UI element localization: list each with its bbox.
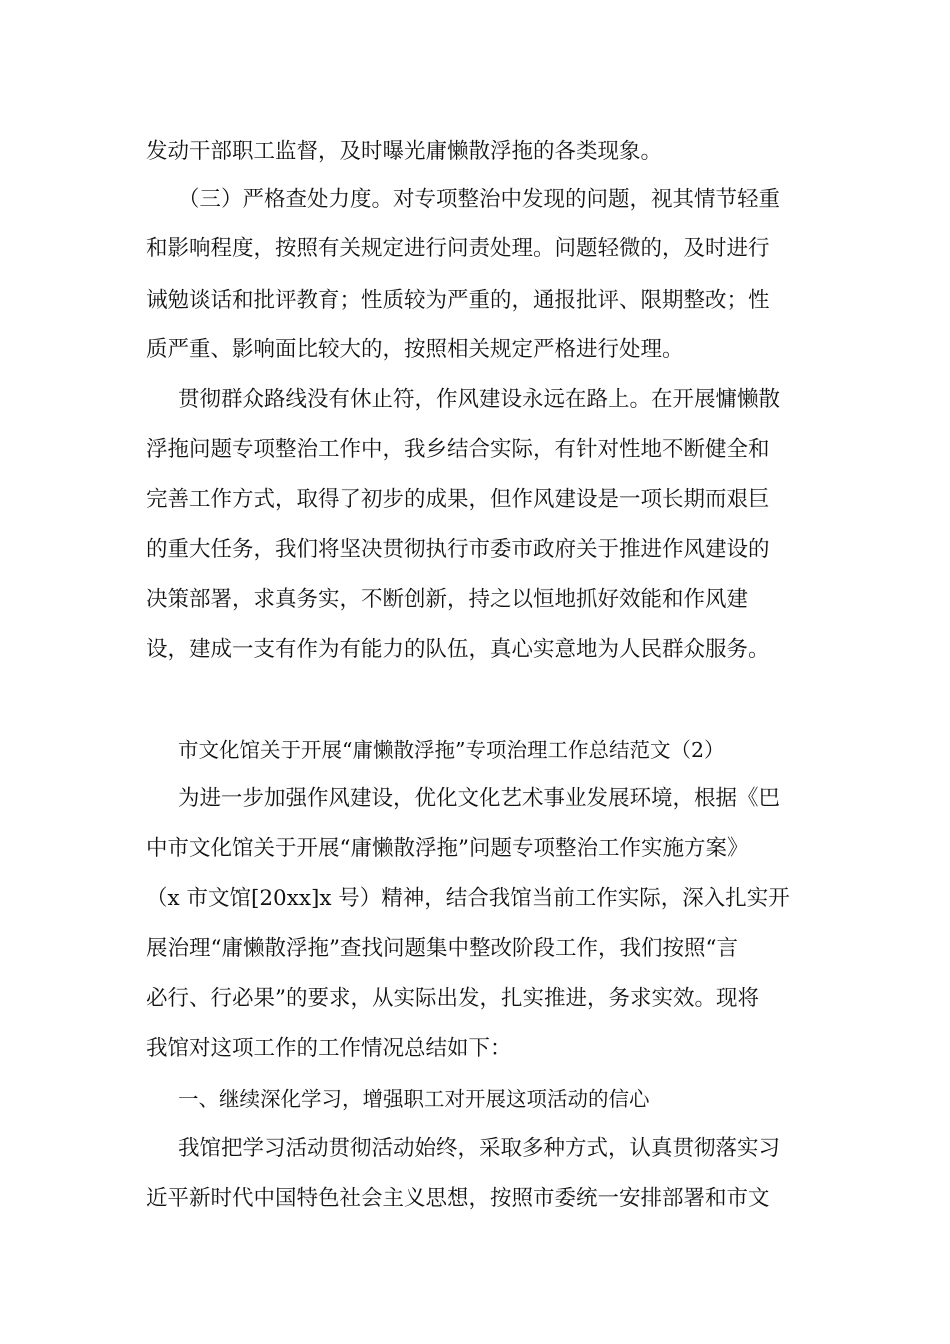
body-text-line <box>0 1179 950 1219</box>
body-text-line <box>0 779 950 819</box>
text-line-15: （x 市文馆[20xx]x 号）精神，结合我馆当前工作实际，深入扎实开 <box>146 886 790 911</box>
text-line-4: 诫勉谈话和批评教育；性质较为严重的，通报批评、限期整改；性 <box>146 288 770 313</box>
body-text-line <box>0 979 950 1019</box>
body-text-line <box>0 580 950 620</box>
body-text-line <box>0 530 950 570</box>
subheading: 一、继续深化学习，增强职工对开展这项活动的信心 <box>178 1087 650 1111</box>
body-text-line <box>0 180 950 220</box>
text-line-5: 质严重、影响面比较大的，按照相关规定严格进行处理。 <box>146 337 684 362</box>
text-line-14: 中市文化馆关于开展“庸懒散浮拖”问题专项整治工作实施方案》 <box>146 836 749 861</box>
body-text-line <box>0 281 950 321</box>
body-text-line <box>0 879 950 919</box>
text-line-7: 浮拖问题专项整治工作中，我乡结合实际，有针对性地不断健全和 <box>146 437 770 462</box>
body-text-line <box>0 229 950 269</box>
text-line-18: 我馆对这项工作的工作情况总结如下： <box>146 1036 512 1061</box>
text-line-10: 决策部署，求真务实，不断创新，持之以恒地抓好效能和作风建 <box>146 587 749 612</box>
text-line-11: 设，建成一支有作为有能力的队伍，真心实意地为人民群众服务。 <box>146 637 770 662</box>
body-text-line <box>0 829 950 869</box>
text-line-2: （三）严格查处力度。对专项整治中发现的问题，视其情节轻重 <box>178 187 781 212</box>
text-line-8: 完善工作方式，取得了初步的成果，但作风建设是一项长期而艰巨 <box>146 487 770 512</box>
text-line-9: 的重大任务，我们将坚决贯彻执行市委市政府关于推进作风建设的 <box>146 537 770 562</box>
body-text-line <box>0 929 950 969</box>
body-text-line <box>0 1029 950 1069</box>
body-text-line <box>0 480 950 520</box>
text-line-1: 发动干部职工监督，及时曝光庸懒散浮拖的各类现象。 <box>146 139 663 164</box>
body-text-line <box>0 380 950 420</box>
body-text-line <box>0 330 950 370</box>
body-text-line <box>0 630 950 670</box>
body-text-line <box>0 132 950 172</box>
subheading-line <box>0 1079 950 1119</box>
text-line-3: 和影响程度，按照有关规定进行问责处理。问题轻微的，及时进行 <box>146 236 770 261</box>
text-line-21: 近平新时代中国特色社会主义思想，按照市委统一安排部署和市文 <box>146 1186 770 1211</box>
text-line-13: 为进一步加强作风建设，优化文化艺术事业发展环境，根据《巴 <box>178 786 781 811</box>
text-line-20: 我馆把学习活动贯彻活动始终，采取多种方式，认真贯彻落实习 <box>178 1136 781 1161</box>
text-line-17: 必行、行必果”的要求，从实际出发，扎实推进，务求实效。现将 <box>146 986 759 1011</box>
text-line-6: 贯彻群众路线没有休止符，作风建设永远在路上。在开展慵懒散 <box>178 387 781 412</box>
body-text-line <box>0 1129 950 1169</box>
text-line-16: 展治理“庸懒散浮拖”查找问题集中整改阶段工作，我们按照“言 <box>146 936 738 961</box>
body-text-line <box>0 430 950 470</box>
section-title-line <box>0 730 950 770</box>
section-title: 市文化馆关于开展“庸懒散浮拖”专项治理工作总结范文（2） <box>178 738 725 762</box>
